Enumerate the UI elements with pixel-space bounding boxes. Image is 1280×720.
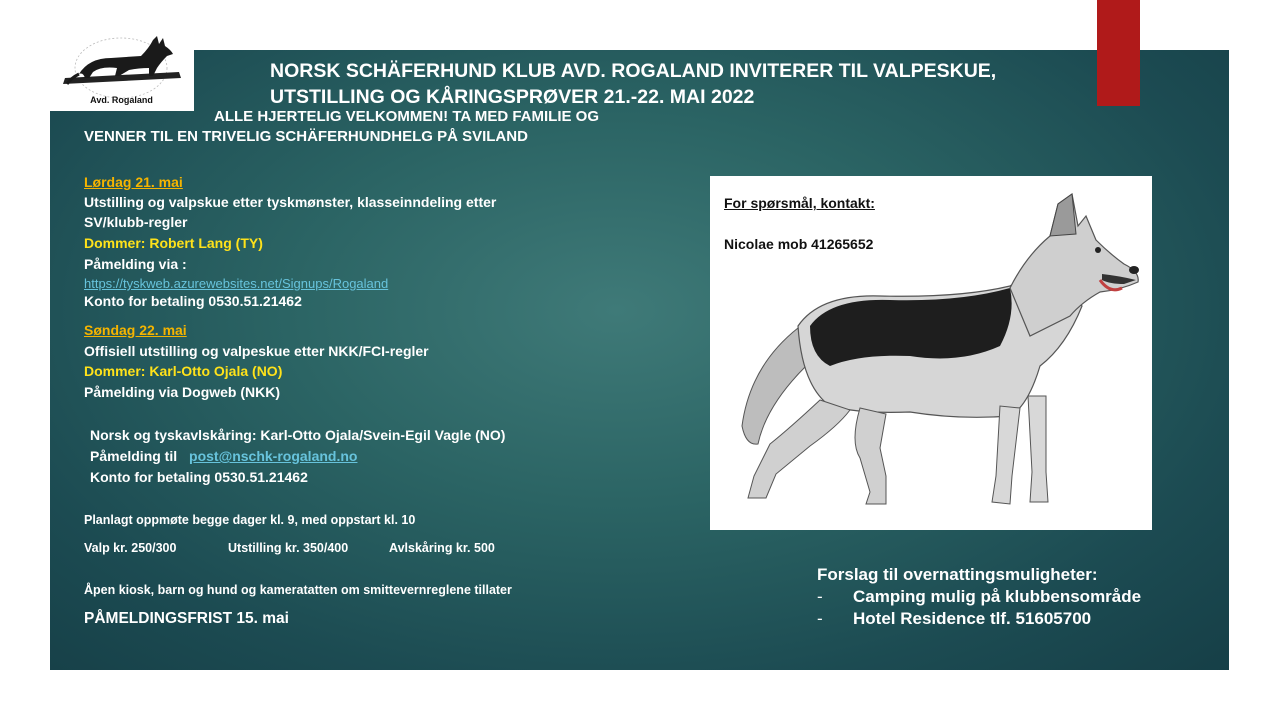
bullet-dash: - <box>817 609 823 628</box>
accommodation-item <box>817 609 1091 629</box>
saturday-desc-1: Utstilling og valpskue etter tyskmønster, klasseinndeling etter <box>84 194 497 210</box>
koering-line: Norsk og tyskavlskåring: Karl-Otto Ojala/Svein-Egil Vagle (NO) <box>90 427 506 443</box>
koering-email-link[interactable]: post@nschk-rogaland.no <box>189 448 358 464</box>
dog-photo-box <box>710 176 1152 530</box>
sunday-heading: Søndag 22. mai <box>84 322 187 338</box>
club-logo <box>49 28 194 111</box>
saturday-signup-link[interactable]: https://tyskweb.azurewebsites.net/Signups/Rogaland <box>84 276 389 291</box>
price-utstilling: Utstilling kr. 350/400 <box>228 541 349 555</box>
accommodation-item-label: Hotel Residence tlf. 51605700 <box>853 609 1092 628</box>
saturday-judge: Dommer: Robert Lang (TY) <box>84 235 263 251</box>
german-shepherd-drawing-icon <box>710 176 1152 530</box>
title-line-2: UTSTILLING OG KÅRINGSPRØVER 21.-22. MAI 2022 <box>270 86 755 108</box>
attendance-info: Planlagt oppmøte begge dager kl. 9, med oppstart kl. 10 <box>84 513 416 527</box>
koering-signup-label: Påmelding til <box>90 448 178 464</box>
contact-heading: For spørsmål, kontakt: <box>724 195 875 211</box>
welcome-line-2: VENNER TIL EN TRIVELIG SCHÄFERHUNDHELG PÅ SVILAND <box>84 128 528 145</box>
sunday-judge: Dommer: Karl-Otto Ojala (NO) <box>84 363 283 379</box>
accommodation-heading: Forslag til overnattingsmuligheter: <box>817 565 1098 584</box>
price-valp: Valp kr. 250/300 <box>84 541 177 555</box>
title-line-1: NORSK SCHÄFERHUND KLUB AVD. ROGALAND INVITERER TIL VALPESKUE, <box>270 60 997 82</box>
welcome-text <box>84 107 684 147</box>
kiosk-info: Åpen kiosk, barn og hund og kameratatten om smittevernreglene tillater <box>84 583 512 597</box>
accommodation-item-label: Camping mulig på klubbensområde <box>853 587 1142 606</box>
saturday-heading: Lørdag 21. mai <box>84 174 183 190</box>
contact-phone: Nicolae mob 41265652 <box>724 236 874 252</box>
bullet-dash: - <box>817 587 823 606</box>
saturday-desc-2: SV/klubb-regler <box>84 214 188 230</box>
price-avlskaring: Avlskåring kr. 500 <box>389 541 495 555</box>
saturday-signup-label: Påmelding via : <box>84 256 187 272</box>
koering-account: Konto for betaling 0530.51.21462 <box>90 469 308 485</box>
saturday-account: Konto for betaling 0530.51.21462 <box>84 293 302 309</box>
accommodation-item <box>817 587 1141 607</box>
page-title <box>270 58 1110 110</box>
sunday-desc: Offisiell utstilling og valpeskue etter NKK/FCI-regler <box>84 343 429 359</box>
signup-deadline: PÅMELDINGSFRIST 15. mai <box>84 610 289 627</box>
sunday-signup: Påmelding via Dogweb (NKK) <box>84 384 281 400</box>
koering-signup <box>90 447 357 466</box>
logo-caption: Avd. Rogaland <box>90 95 153 105</box>
welcome-line-1: ALLE HJERTELIG VELKOMMEN! TA MED FAMILIE OG <box>214 108 599 125</box>
